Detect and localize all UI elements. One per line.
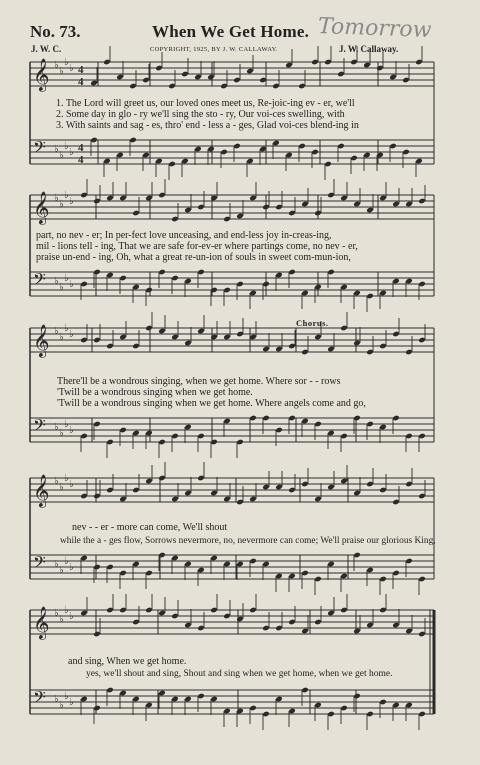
flat-icon: ♭ [59,282,64,293]
chorus-label: Chorus. [296,318,329,328]
flat-icon: ♭ [64,691,69,702]
bass-clef-icon: 𝄢 [33,269,46,293]
flat-icon: ♭ [69,329,74,340]
flat-icon: ♭ [69,196,74,207]
flat-icon: ♭ [69,562,74,573]
treble-clef-icon: 𝄞 [33,474,50,507]
hymn-title: When We Get Home. [152,22,310,41]
flat-icon: ♭ [69,147,74,158]
flat-icon: ♭ [54,144,59,155]
treble-clef-icon: 𝄞 [33,324,50,357]
words-author: J. W. C. [31,44,62,54]
lyric-line: nev - - er - more can come, We'll shout [72,522,228,533]
flat-icon: ♭ [64,605,69,616]
lyric-line: 'Twill be a wondrous singing when we get home. Where angels come and go, [57,398,366,409]
time-signature: 4 [78,142,84,154]
flat-icon: ♭ [54,694,59,705]
bass-clef-icon: 𝄢 [33,687,46,711]
flat-icon: ♭ [64,273,69,284]
flat-icon: ♭ [64,190,69,201]
flat-icon: ♭ [54,559,59,570]
flat-icon: ♭ [64,556,69,567]
handwritten-note: Tomorrow [317,14,432,43]
flat-icon: ♭ [69,479,74,490]
music-author: J. W. Callaway. [339,44,399,54]
treble-clef-icon: 𝄞 [33,58,50,91]
flat-icon: ♭ [59,700,64,711]
flat-icon: ♭ [54,422,59,433]
lyric-line: praise un-end - ing, Oh, what a great re-un-ion of souls in sweet com-mun-ion, [36,252,351,263]
copyright-line: COPYRIGHT, 1925, BY J. W. CALLAWAY. [150,46,278,53]
time-signature: 4 [78,64,84,76]
flat-icon: ♭ [64,323,69,334]
flat-icon: ♭ [59,482,64,493]
hymn-number: No. 73. [30,22,81,41]
flat-icon: ♭ [59,150,64,161]
time-signature: 4 [78,154,84,166]
bass-clef-icon: 𝄢 [33,137,46,161]
flat-icon: ♭ [59,565,64,576]
flat-icon: ♭ [54,60,59,71]
lyric-line: mil - lions tell - ing, That we are safe for-ev-er where partings come, no nev - er, [36,241,358,252]
flat-icon: ♭ [54,476,59,487]
lyric-line: 3. With saints and sag - es, thro' end - less a - ges, Glad voi-ces blend-ing in [56,120,359,131]
treble-clef-icon: 𝄞 [33,191,50,224]
lyric-line: 1. The Lord will greet us, our loved ones meet us, Re-joic-ing ev - er, we'll [56,98,355,109]
lyric-line: 2. Some day in glo - ry we'll sing the sto - ry, Our voi-ces swelling, with [56,109,345,120]
flat-icon: ♭ [64,419,69,430]
flat-icon: ♭ [69,425,74,436]
flat-icon: ♭ [59,332,64,343]
lyric-line: while the a - ges flow, Sorrows nevermore, no, nevermore can come; We'll praise our glorious King, [60,536,436,546]
lyric-line: 'Twill be a wondrous singing when we get home. [57,387,253,398]
flat-icon: ♭ [69,63,74,74]
flat-icon: ♭ [59,428,64,439]
flat-icon: ♭ [69,697,74,708]
flat-icon: ♭ [64,141,69,152]
flat-icon: ♭ [69,611,74,622]
bass-clef-icon: 𝄢 [33,552,46,576]
lyric-line: yes, we'll shout and sing, Shout and sing when we get home, when we get home. [86,669,393,679]
flat-icon: ♭ [59,199,64,210]
bass-clef-icon: 𝄢 [33,415,46,439]
flat-icon: ♭ [54,608,59,619]
lyric-line: and sing, When we get home. [68,656,187,667]
flat-icon: ♭ [59,66,64,77]
flat-icon: ♭ [59,614,64,625]
flat-icon: ♭ [54,276,59,287]
treble-clef-icon: 𝄞 [33,606,50,639]
flat-icon: ♭ [69,279,74,290]
time-signature: 4 [78,76,84,88]
flat-icon: ♭ [54,326,59,337]
lyric-line: There'll be a wondrous singing, when we get home. Where sor - - rows [57,376,341,387]
lyric-line: part, no nev - er; In per-fect love unceasing, and end-less joy in-creas-ing, [36,230,332,241]
flat-icon: ♭ [64,473,69,484]
flat-icon: ♭ [64,57,69,68]
flat-icon: ♭ [54,193,59,204]
